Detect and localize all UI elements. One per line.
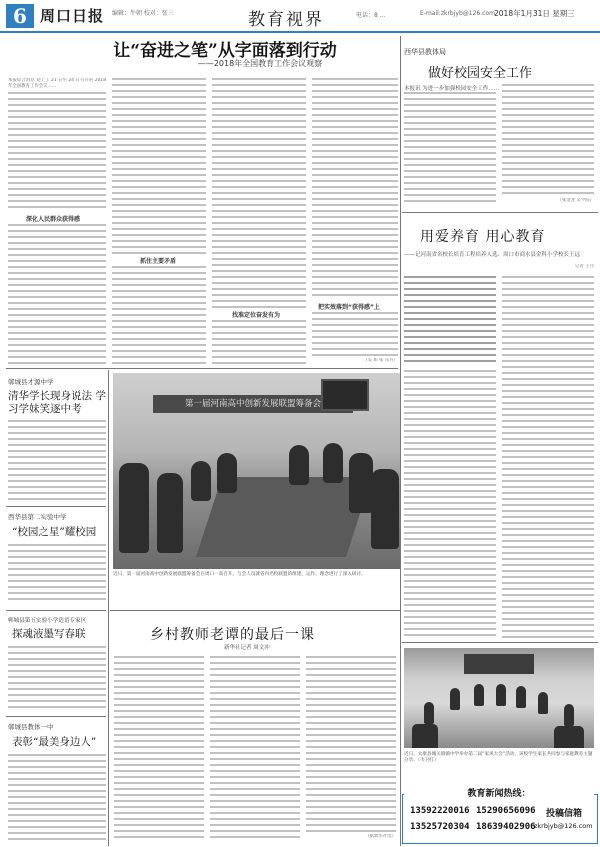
main-article-col3b: [212, 320, 306, 364]
main-article-col3: [212, 78, 306, 308]
main-article-col1: [8, 92, 106, 212]
column-divider-left: [108, 370, 109, 846]
main-article-sign: （吴 Xi 张 东方）: [363, 358, 398, 363]
publication-name: 周口日报: [40, 7, 105, 25]
left-1-kicker: 郸城县才源中学: [8, 378, 54, 386]
left-3-rule: [6, 716, 106, 717]
main-article-col4: [312, 78, 398, 300]
main-article-col4b: [312, 312, 398, 356]
right-top-col1: [404, 92, 496, 204]
left-4-kicker: 郸城县教体一中: [8, 723, 54, 731]
left-3-kicker: 郸城县第五实验小学造语专家区: [8, 618, 87, 624]
column-divider-right: [400, 36, 401, 846]
classroom-photo: [404, 648, 594, 748]
header-rule: [0, 31, 600, 33]
left-2-kicker: 西华县第二实验中学: [8, 513, 67, 521]
feature-col1: [404, 370, 496, 638]
photo2-person: [516, 686, 526, 708]
meeting-photo: [113, 373, 400, 569]
main-article-col2: [112, 78, 206, 254]
feature-intro-bold: [404, 276, 496, 366]
right-top-sign: （张金龙 吴学院）: [557, 198, 594, 203]
photo-person: [217, 453, 237, 493]
feature-bottom-rule: [402, 642, 598, 643]
main-article-title: 让“奋进之笔”从字面落到行动: [113, 41, 337, 61]
photo-person: [323, 443, 343, 483]
hotline-number: 13525720304: [410, 822, 470, 832]
issue-date: 2018年1月31日 星期三: [494, 9, 575, 18]
photo-bottom-rule: [110, 610, 400, 611]
photo2-caption: 近日，太康县城关镇镇中学举办第二届“家风大会”活动，该校学生家长共同参与家庭教育主题分享。（韦卫红）: [404, 752, 593, 763]
photo2-person: [412, 724, 438, 748]
contribute-label: 投稿信箱: [546, 809, 583, 819]
page-header: [0, 0, 600, 32]
main-article-lead: 本报综合消息 迎上了 21 日至 24 日召开的 2018 年全国教育工作会议……: [8, 78, 106, 89]
right-top-bottom-rule: [402, 212, 598, 213]
photo-person: [371, 469, 399, 549]
main-article-subtitle: ——2018年全国教育工作会议观察: [197, 59, 323, 68]
bottom-article-col2: [210, 656, 300, 842]
left-3-title: 探魂液墨写春联: [12, 628, 86, 640]
photo-person: [191, 461, 211, 501]
bottom-article-col3: [306, 656, 396, 832]
main-article-bottom-rule: [6, 368, 398, 369]
main-subhead-2: 抓住主要矛盾: [140, 258, 177, 265]
right-top-kicker: 西华县教体局: [404, 48, 446, 56]
left-2-title: “校园之星”耀校园: [12, 526, 97, 538]
photo2-person: [538, 692, 548, 714]
hotline-title: 教育新闻热线：: [404, 787, 594, 801]
contribute-email: zkrbjyb@126.com: [534, 822, 593, 830]
left-4-title: 表彰“最美身边人”: [12, 736, 97, 748]
photo-screen: [321, 379, 369, 411]
bottom-article-byline: 新华社记者 周文冲: [224, 645, 270, 651]
left-1-rule: [6, 506, 106, 507]
left-1-title: 清华学长现身说法 学习学妹笑逐中考: [8, 390, 106, 415]
left-2-body: [8, 544, 106, 604]
photo2-person: [424, 702, 434, 724]
photo-person: [157, 473, 183, 553]
right-top-col2: [502, 84, 594, 196]
feature-subtitle: ——记河南省名校长培育工程培养人选、周口市商水县金科小学校长王远: [404, 252, 581, 258]
photo-person: [349, 453, 373, 513]
main-article-col2b: [112, 266, 206, 364]
section-title: 教育视界: [248, 10, 324, 30]
bottom-article-title: 乡村教师老谭的最后一课: [150, 627, 315, 643]
photo2-person: [554, 726, 584, 748]
bottom-article-sign: （据新华社电）: [365, 834, 396, 839]
main-article-col1b: [8, 224, 106, 364]
photo-person: [119, 463, 149, 553]
photo-person: [289, 445, 309, 485]
feature-col2: [502, 276, 594, 638]
hotline-box: [402, 794, 598, 844]
photo2-person: [474, 684, 484, 706]
photo2-board: [464, 654, 534, 674]
left-3-body: [8, 646, 106, 710]
main-subhead-3: 找准定位奋发有为: [232, 312, 281, 319]
photo-banner: 第一届河南高中创新发展联盟筹备会: [153, 395, 353, 413]
page-number: 6: [6, 4, 34, 28]
hotline-number: 18639402906: [476, 822, 536, 832]
main-subhead-1: 深化人民群众获得感: [26, 216, 81, 223]
left-2-rule: [6, 610, 106, 611]
photo2-person: [564, 704, 574, 726]
header-email: E-mail:zkrbjyb@126.com: [420, 10, 495, 17]
header-hotline: 电话：8 …: [356, 12, 386, 19]
photo-caption: 近日，第一届河南高中创新发展联盟筹备会在周口一高召开。与会人员就省内名校联盟的组建、运作、理念进行了深入研讨。: [113, 572, 366, 577]
hotline-number: 13592220016: [410, 806, 470, 816]
right-top-title: 做好校园安全工作: [428, 66, 533, 81]
bottom-article-col1: [114, 656, 204, 842]
left-4-body: [8, 754, 106, 842]
feature-byline: 记者 王丹: [575, 264, 594, 269]
editors-credit: 编辑：牛朝 校对：张三: [112, 10, 174, 17]
photo2-person: [496, 684, 506, 706]
left-1-body: [8, 420, 106, 500]
photo2-person: [450, 688, 460, 710]
feature-title: 用爱养育 用心教育: [420, 229, 546, 245]
right-top-byline: 本报讯 为进一步加强校园安全工作……: [404, 86, 500, 92]
hotline-number: 15290656096: [476, 806, 536, 816]
main-subhead-4: 把实效落到“获得感”上: [318, 304, 380, 311]
